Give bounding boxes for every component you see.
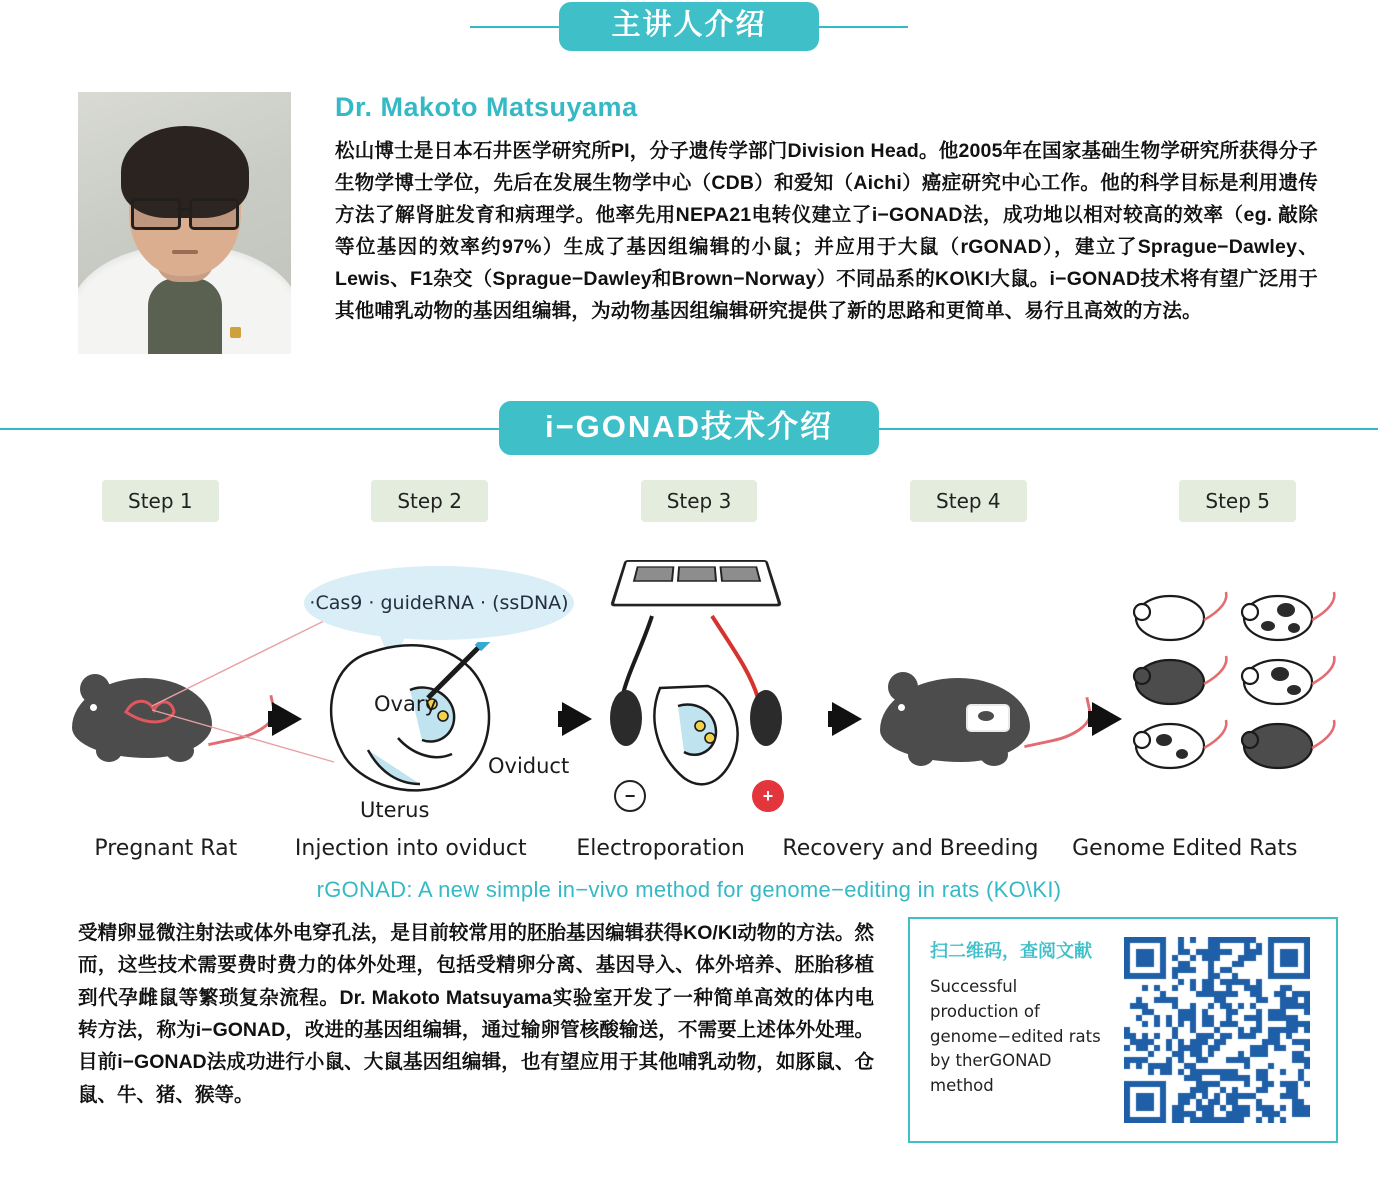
glasses-lens-left	[131, 198, 181, 230]
speaker-photo	[78, 92, 291, 354]
qr-canvas[interactable]	[1124, 937, 1310, 1123]
speaker-bio: 松山博士是日本石井医学研究所PI，分子遗传学部门Division Head。他2005年在国家基础生物学研究所获得分子生物学博士学位，先后在发展生物学中心（CDB）和爱知（Aichi）癌症研究中心工作。他的科学目标是利用遗传方法了解肾脏发育和病理学。他率先用NEPA21电转仪建立了i−GONAD法，成功地以相对较高的效率（eg. 敲除等位基因的效率约97%）生成了基因组编辑的小鼠；并应用于大鼠（rGONAD），建立了Sprague−Dawley、Lewis、F1杂交（Sprague−Dawley和Brown−Norway）不同品系的KO\KI大鼠。i−GONAD技术将有望广泛用于其他哺乳动物的基因组编辑，为动物基因组编辑研究提供了新的思路和更简单、易行且高效的方法。	[335, 140, 1318, 322]
panel-electroporation	[600, 532, 820, 832]
flow-arrow-4	[1092, 702, 1122, 736]
rat-leg-2b	[980, 744, 1008, 766]
bottom-block	[0, 903, 1378, 1143]
figure-caption-2: Injection into oviduct	[294, 836, 527, 861]
electrode-plus-label: +	[762, 785, 774, 806]
diagram-canvas	[40, 532, 1338, 832]
reagent-bubble-text: ·Cas9 · guideRNA · (ssDNA)	[309, 592, 569, 614]
speaker-section-banner	[0, 0, 1378, 52]
electrode-positive-icon	[752, 780, 784, 812]
electroporator-device	[610, 560, 782, 606]
figure-subcaption: rGONAD: A new simple in−vivo method for genome−editing in rats (KO\KI)	[316, 877, 1062, 902]
tech-section-banner	[0, 402, 1378, 454]
igonad-figure	[0, 480, 1378, 903]
device-screen-2	[677, 566, 717, 581]
electrode-negative-icon	[614, 780, 646, 812]
embryo-dot	[978, 711, 994, 721]
edited-rats-group	[1128, 590, 1378, 820]
figure-caption-3: Electroporation	[576, 836, 745, 861]
qr-description: Successful production of genome−edited rats by therGONAD method	[930, 977, 1101, 1095]
tech-banner-label: i−GONAD技术介绍	[499, 401, 879, 455]
glasses-icon	[129, 198, 241, 224]
reagent-bubble	[304, 566, 574, 640]
qr-card[interactable]	[908, 917, 1338, 1143]
figure-caption-5: Genome Edited Rats	[1072, 836, 1298, 861]
step-chip-2: Step 2	[371, 480, 488, 522]
panel-pregnant-rat	[62, 532, 262, 832]
bottom-paragraph: 受精卵显微注射法或体外电穿孔法，是目前较常用的胚胎基因编辑获得KO/KI动物的方法。然而，这些技术需要费时费力的体外处理，包括受精卵分离、基因导入、体外培养、胚胎移植到代孕雌鼠等繁琐复杂流程。Dr. Makoto Matsuyama实验室开发了一种简单高效的体内电转方法，称为i−GONAD，改进的基因组编辑，通过输卵管核酸输送，不需要上述体外处理。目前i−GONAD法成功进行小鼠、大鼠基因组编辑，也有望应用于其他哺乳动物，如豚鼠、仓鼠、牛、猪、猴等。	[78, 922, 874, 1106]
electrode-tweezers	[600, 682, 820, 842]
rat-leg-2a	[908, 744, 934, 766]
rat-eye-1	[90, 704, 97, 711]
inner-shirt	[148, 278, 222, 354]
organ-label-uterus: Uterus	[360, 798, 430, 822]
glasses-lens-right	[189, 198, 239, 230]
step-chip-1: Step 1	[102, 480, 219, 522]
coat-badge	[230, 327, 241, 338]
device-screen-3	[719, 566, 761, 581]
speaker-text-block	[291, 92, 1318, 354]
qr-code-image[interactable]	[1124, 937, 1310, 1123]
rat-ear-2	[888, 672, 918, 702]
step-chip-3: Step 3	[641, 480, 758, 522]
speaker-name: Dr. Makoto Matsuyama	[335, 92, 638, 122]
step-chip-row	[40, 480, 1338, 522]
mouth	[172, 250, 198, 254]
device-screen-1	[633, 566, 675, 581]
panel-recovery	[868, 532, 1098, 832]
step-chip-4: Step 4	[910, 480, 1027, 522]
electrode-minus-label: −	[624, 785, 636, 806]
figure-caption-1: Pregnant Rat	[94, 836, 238, 861]
oviduct-illustration	[302, 642, 592, 832]
panel-edited-rats	[1128, 532, 1378, 832]
speaker-banner-label: 主讲人介绍	[559, 2, 818, 51]
rat-tail-2	[1017, 697, 1096, 748]
rat-ear-1	[80, 674, 110, 704]
rat-leg-1a	[96, 740, 122, 762]
organ-label-ovary: Ovary	[374, 692, 437, 716]
qr-text-block	[930, 937, 1108, 1123]
organ-label-oviduct: Oviduct	[488, 754, 570, 778]
rat-eye-2	[898, 704, 905, 711]
flow-arrow-3	[832, 702, 862, 736]
step-chip-5: Step 5	[1179, 480, 1296, 522]
panel-injection	[292, 532, 582, 832]
speaker-block	[0, 52, 1378, 354]
figure-caption-4: Recovery and Breeding	[782, 836, 1039, 861]
qr-title: 扫二维码，查阅文献	[930, 941, 1092, 961]
flow-arrow-2	[562, 702, 592, 736]
